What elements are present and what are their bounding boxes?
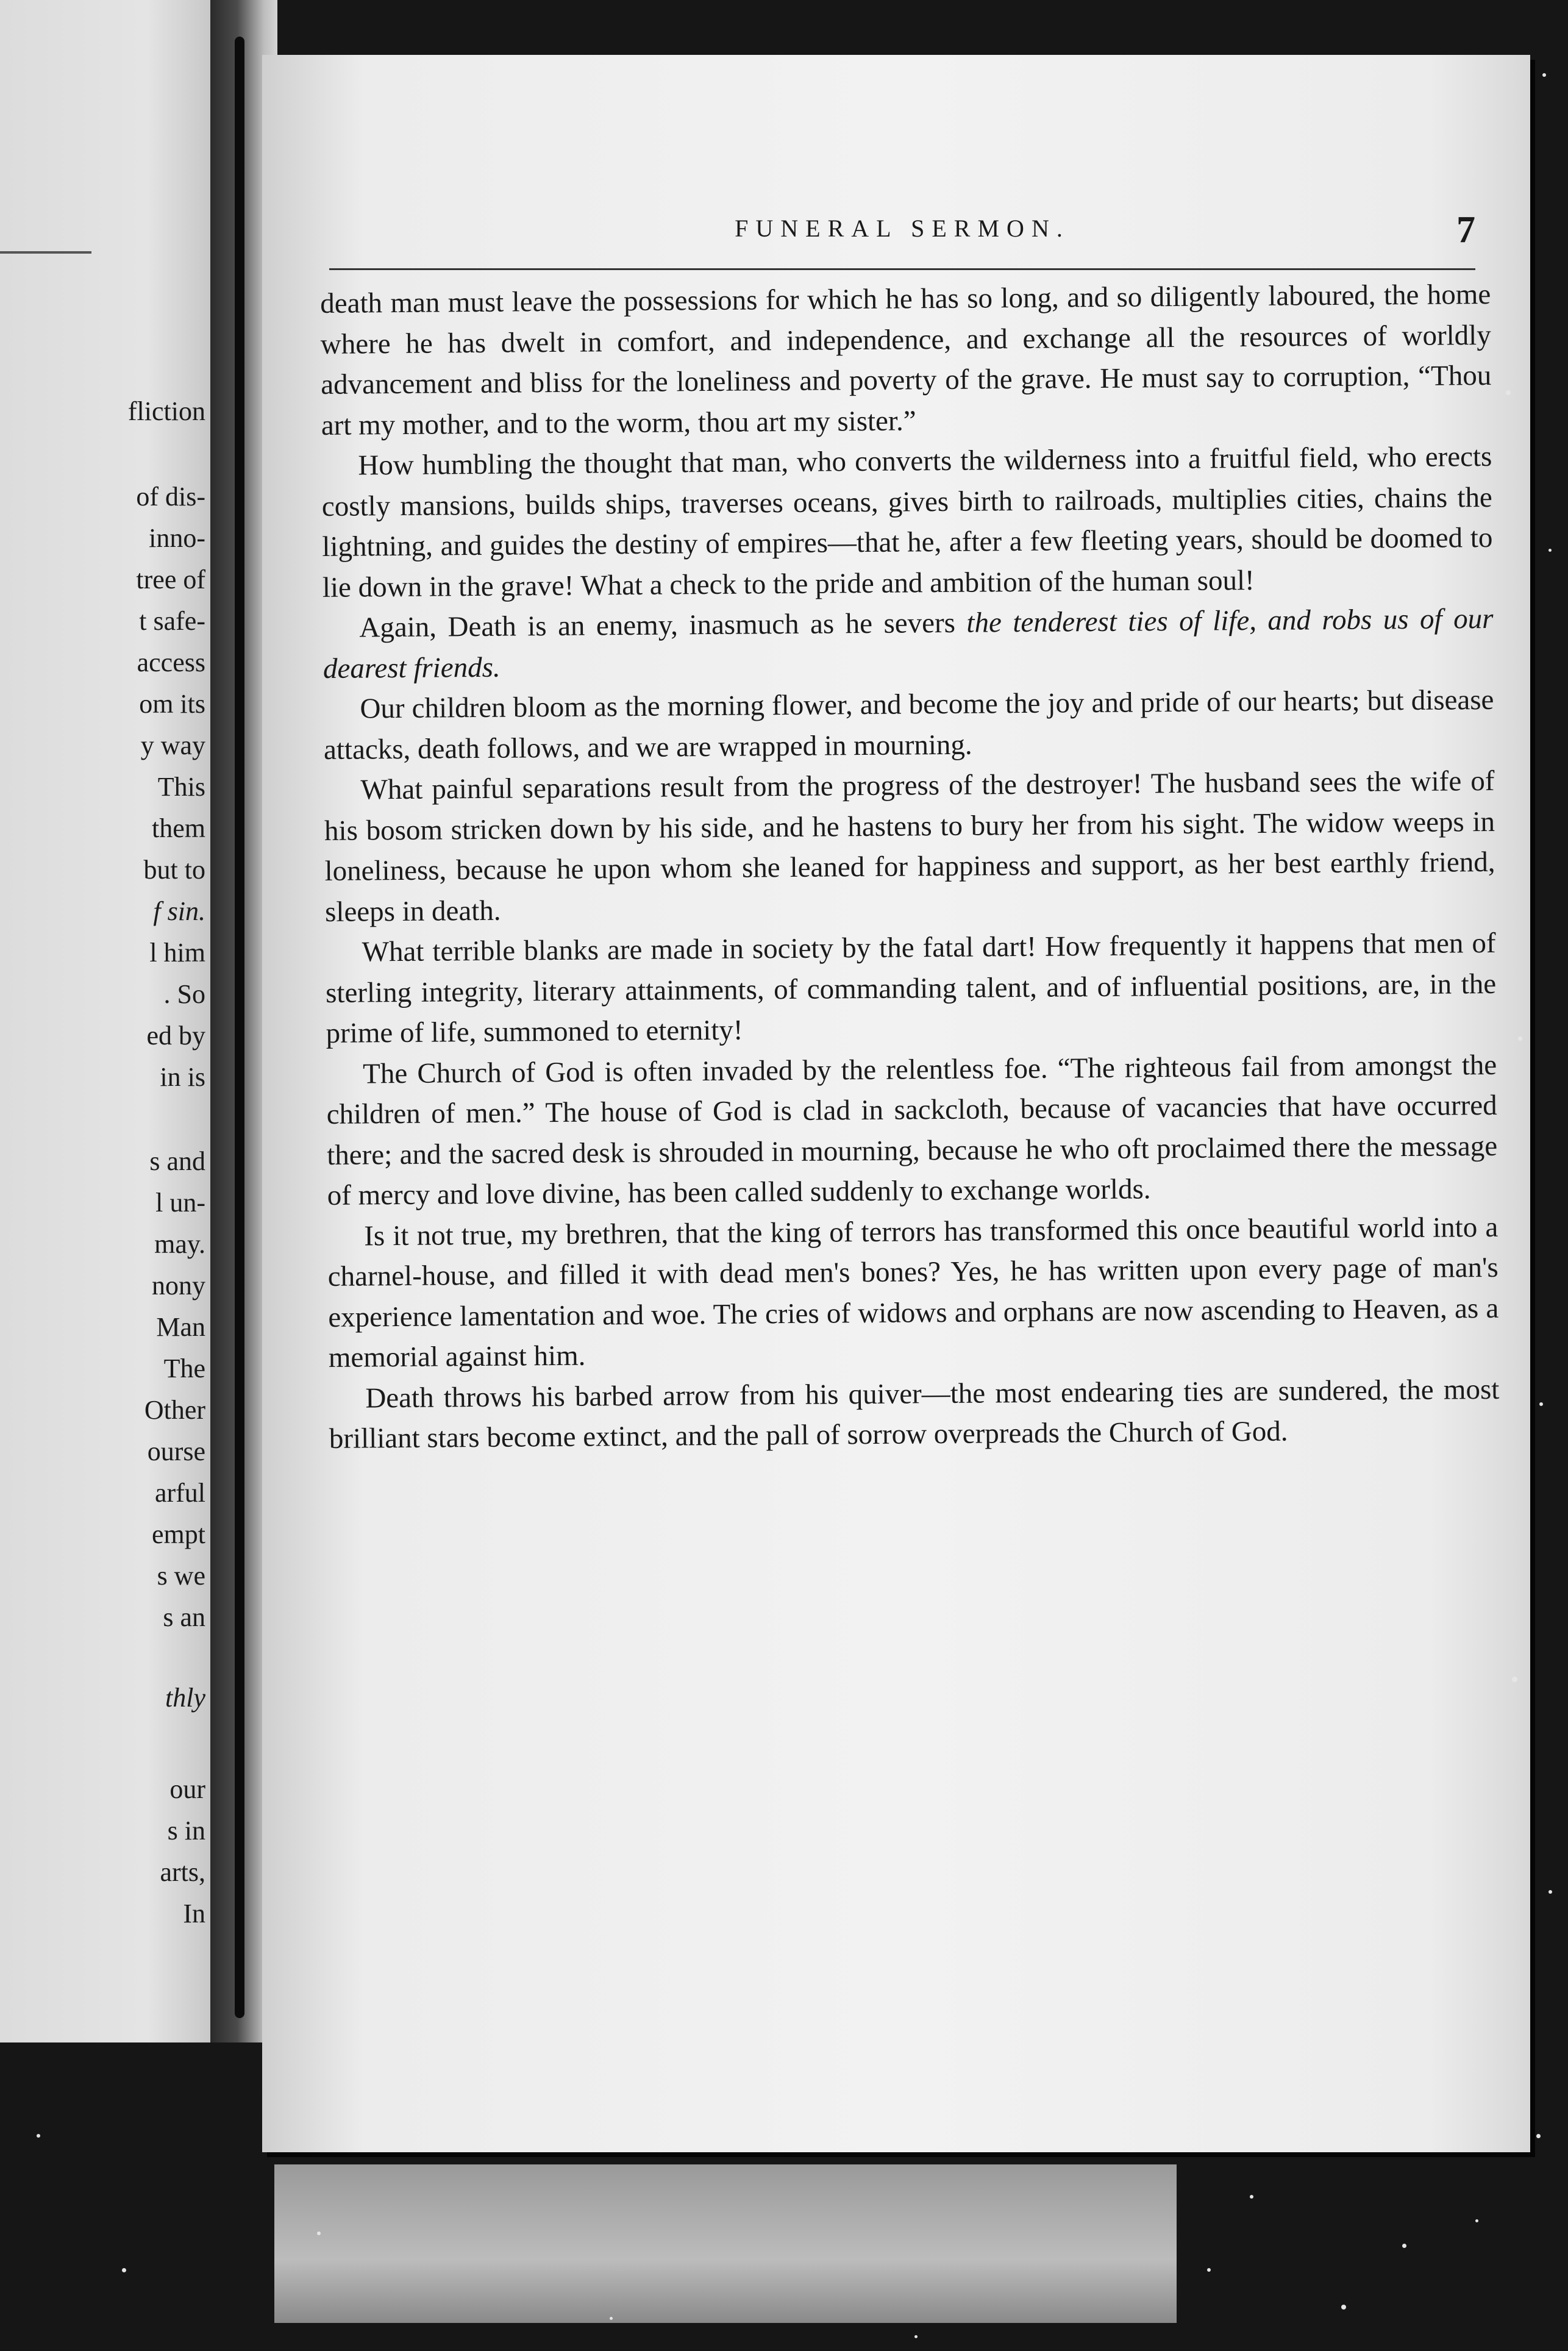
previous-page-line: s an (163, 1602, 205, 1632)
scanner-bed-strip (274, 2164, 1177, 2323)
previous-page-line: t safe- (139, 606, 205, 636)
scan-speck (1207, 2268, 1211, 2272)
scan-speck (317, 2231, 321, 2235)
page-header (329, 210, 1475, 259)
previous-page-line: y way (140, 730, 205, 760)
paragraph: What terrible blanks are made in society by the fatal dart! How frequently it happens that men of sterling integrity, literary attainments, of commanding talent, and of influential positions, are, in the prime of life, summoned to eternity! (325, 927, 1497, 1049)
scan-speck (610, 2317, 613, 2320)
previous-page-header-rule (0, 251, 91, 254)
binding-crack (235, 37, 244, 2018)
scan-speck (1548, 549, 1552, 552)
previous-page-line: l un- (155, 1188, 205, 1218)
paragraph: How humbling the thought that man, who converts the wilderness into a fruitful field, who erects costly mansions, builds ships, traverses oceans, gives birth to railroads, multiplies cities, chains the lightning, and guides the destiny of empires—that he, after a few fleeting years, should be doomed to lie down in the grave! What a check to the pride and ambition of the human soul! (321, 440, 1493, 604)
previous-page-line: In (183, 1899, 205, 1928)
previous-page-line: inno- (149, 523, 205, 553)
header-rule (329, 268, 1475, 270)
scan-speck (1542, 73, 1546, 77)
previous-page-line: nony (152, 1271, 205, 1300)
scan-speck (1536, 2134, 1541, 2138)
scan-speck (1506, 390, 1511, 395)
running-title: FUNERAL SERMON. (735, 215, 1070, 242)
previous-page-line: s and (149, 1146, 205, 1176)
previous-page-line: l him (149, 938, 205, 968)
paragraph: Death throws his barbed arrow from his quiver—the most endearing ties are sundered, the most brilliant stars become extinct, and the pall of sorrow overpreads the Church of God. (329, 1373, 1500, 1455)
previous-page-line: This (157, 772, 205, 802)
page-number: 7 (1456, 209, 1475, 251)
scan-speck (37, 2134, 40, 2138)
previous-page-line: empt (152, 1519, 205, 1549)
previous-page-line: but to (143, 855, 205, 885)
paragraph: The Church of God is often invaded by the relentless foe. “The righteous fail from amongst the children of men.” The house of God is clad in sackcloth, because of vacancies that have occurred there; and the sacred desk is shrouded in mourning, because he who oft proclaimed there the message of mercy and love divine, has been called suddenly to exchange worlds. (326, 1049, 1498, 1211)
previous-page-line: our (169, 1774, 205, 1804)
previous-page-line: s in (167, 1816, 205, 1846)
scan-speck (1402, 2244, 1406, 2248)
scan-speck (122, 2268, 126, 2272)
previous-page-line: s we (157, 1561, 205, 1591)
scan-speck (1250, 2195, 1253, 2199)
scan-speck (1341, 2305, 1346, 2310)
previous-page-line: ourse (147, 1436, 205, 1466)
previous-page-line: om its (139, 689, 205, 719)
scan-speck (1518, 1036, 1522, 1041)
previous-page-line: thly (165, 1683, 205, 1713)
paragraph-text: Again, Death is an enemy, inasmuch as he severs (359, 607, 967, 644)
previous-page-line: The (163, 1354, 205, 1383)
scan-speck (1548, 1890, 1552, 1894)
paragraph (323, 599, 1494, 689)
scan-speck (1512, 1677, 1517, 1682)
previous-page-line: ed by (146, 1021, 205, 1051)
previous-page-line: of dis- (136, 482, 205, 512)
paragraph: Is it not true, my brethren, that the king of terrors has transformed this once beautiful world into a charnel-house, and filled it with dead men's bones? Yes, he has written upon every page of man's experience lamentation and woe. The cries of widows and orphans are now ascending to Heaven, as a memorial against him. (327, 1211, 1499, 1374)
previous-page-line: f sin. (153, 896, 205, 926)
paragraph: What painful separations result from the progress of the destroyer! The husband sees the wife of his bosom stricken down by his side, and he hastens to bury her from his sight. The widow weeps in loneliness, because he upon whom she leaned for happiness and support, as her best earthly friend, sleeps in death. (324, 765, 1495, 928)
scan-speck (914, 2335, 918, 2338)
previous-page-line: tree of (136, 565, 205, 594)
previous-page-line: may. (154, 1229, 205, 1259)
book-page (262, 55, 1530, 2152)
previous-page-line: arts, (160, 1857, 205, 1887)
previous-page-line: access (137, 648, 205, 677)
previous-page-line: Man (156, 1312, 205, 1342)
previous-page-fragment (0, 0, 210, 2042)
previous-page-line: . So (163, 979, 205, 1009)
previous-page-line: Other (144, 1395, 205, 1425)
emphasis-text: the tenderest ties of life, and robs us of our dearest friends. (323, 602, 1494, 685)
previous-page-line: them (152, 813, 205, 843)
previous-page-line: in is (160, 1062, 205, 1092)
scan-speck (1475, 2219, 1478, 2222)
previous-page-line: arful (154, 1478, 205, 1508)
paragraph: death man must leave the possessions for which he has so long, and so diligently laboured, the home where he has dwelt in comfort, and independence, and exchange all the resources of worldly advancement and bliss for the loneliness and poverty of the grave. He must say to corruption, “Thou art my mother, and to the worm, thou art my sister.” (320, 278, 1492, 441)
previous-page-line: fliction (127, 396, 205, 426)
scan-speck (1539, 1402, 1543, 1406)
paragraph: Our children bloom as the morning flower, and become the joy and pride of our hearts; but disease attacks, death follows, and we are wrapped in mourning. (323, 683, 1494, 766)
body-text (320, 274, 1504, 1997)
